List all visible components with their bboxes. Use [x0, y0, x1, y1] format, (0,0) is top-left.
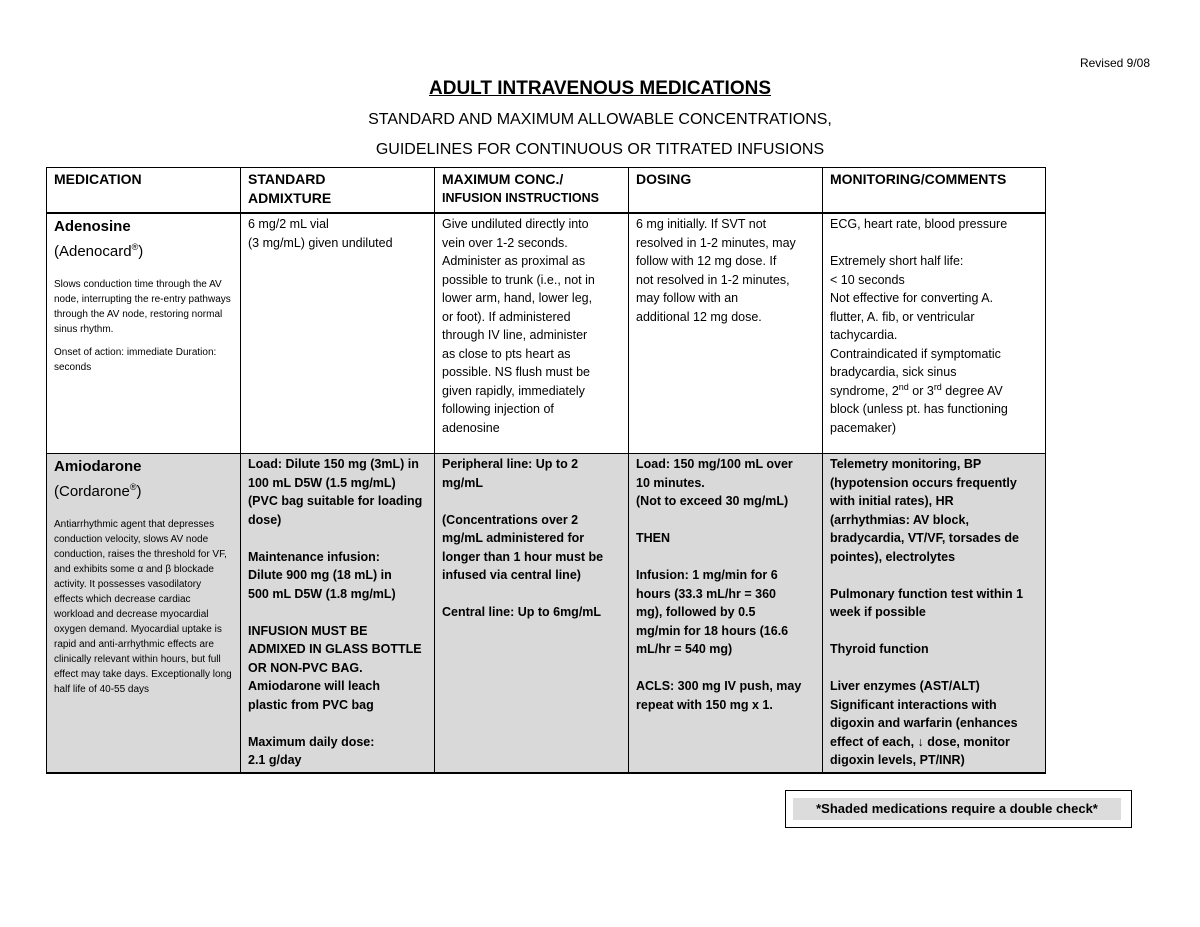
column-header-medication — [47, 168, 241, 214]
drug-description: Antiarrhythmic agent that depresses conduction velocity, slows AV node conduction, raises the threshold for VF, and exhibits some α and β blockade activity. It possesses vasodilatory effects which decrease cardiac workload and decrease myocardial oxygen demand. Myocardial uptake is rapid and anti-arrhythmic effects are clinically relevant within hours, but full effect may take days. Exceptionally long half life of 40-55 days — [54, 519, 232, 695]
max-concentration-cell: Give undiluted directly into vein over 1-2 seconds. Administer as proximal as possible to trunk (i.e., not in lower arm, hand, lower leg, or foot). If administered through IV line, administer as close to pts heart as possible. NS flush must be given rapidly, immediately following injection of adenosine — [435, 213, 629, 454]
drug-brand-name: (Adenocard®) — [54, 242, 144, 260]
max-concentration-cell: Peripheral line: Up to 2 mg/mL (Concentrations over 2 mg/mL administered for longer than 1 hour must be infused via central line) Central line: Up to 6mg/mL — [435, 454, 629, 773]
monitoring-cell: Telemetry monitoring, BP (hypotension occurs frequently with initial rates), HR (arrhythmias: AV block, bradycardia, VT/VF, torsades de pointes), electrolytes Pulmonary function test within 1 week if possible Thyroid function Liver enzymes (AST/ALT) Significant interactions with digoxin and warfarin (enhances effect of each, ↓ dose, monitor digoxin levels, PT/INR) — [823, 454, 1046, 773]
column-header-standard-admixture — [241, 168, 435, 214]
column-header-maximum-concentration — [435, 168, 629, 214]
drug-name: Adenosine — [54, 218, 131, 235]
drug-name: Amiodarone — [54, 458, 142, 475]
standard-admixture-cell: Load: Dilute 150 mg (3mL) in 100 mL D5W (1.5 mg/mL) (PVC bag suitable for loading dose) Maintenance infusion: Dilute 900 mg (18 mL) in 500 mL D5W (1.8 mg/mL) INFUSION MUST BE ADMIXED IN GLASS BOTTLE OR NON-PVC BAG. Amiodarone will leach plastic from PVC bag Maximum daily dose: 2.1 g/day — [241, 454, 435, 773]
medication-cell — [47, 213, 241, 454]
drug-brand-name: (Cordarone®) — [54, 482, 142, 500]
column-header-label: STANDARD — [248, 171, 326, 187]
table-row-amiodarone — [47, 454, 1046, 773]
column-header-monitoring — [823, 168, 1046, 214]
drug-description: Slows conduction time through the AV node, interrupting the re-entry pathways through the AV node, restoring normal sinus rhythm. Onset of action: immediate Duration: seconds — [54, 279, 231, 373]
page-subtitle-line-2: GUIDELINES FOR CONTINUOUS OR TITRATED INFUSIONS — [375, 141, 825, 158]
medication-cell — [47, 454, 241, 773]
standard-admixture-cell: 6 mg/2 mL vial (3 mg/mL) given undiluted — [241, 213, 435, 454]
dosing-cell: 6 mg initially. If SVT not resolved in 1-2 minutes, may follow with 12 mg dose. If not resolved in 1-2 minutes, may follow with an additional 12 mg dose. — [629, 213, 823, 454]
dosing-cell: Load: 150 mg/100 mL over 10 minutes. (Not to exceed 30 mg/mL) THEN Infusion: 1 mg/min for 6 hours (33.3 mL/hr = 360 mg), followed by 0.5 mg/min for 18 hours (16.6 mL/hr = 540 mg) ACLS: 300 mg IV push, may repeat with 150 mg x 1. — [629, 454, 823, 773]
column-header-dosing — [629, 168, 823, 214]
column-header-label: DOSING — [636, 171, 692, 187]
table-header-row — [47, 168, 1046, 214]
column-header-sublabel: INFUSION INSTRUCTIONS — [442, 191, 599, 205]
column-header-label: MAXIMUM CONC./ — [442, 171, 564, 187]
monitoring-cell: ECG, heart rate, blood pressure Extremely short half life: < 10 seconds Not effective for converting A. flutter, A. fib, or ventricular tachycardia. Contraindicated if symptomatic bradycardia, sick sinus syndrome, 2nd or 3rd degree AV block (unless pt. has functioning pacemaker) — [823, 213, 1046, 454]
revision-date: Revised 9/08 — [1079, 56, 1150, 70]
double-check-note-text: *Shaded medications require a double check* — [793, 798, 1121, 820]
column-header-label: MONITORING/COMMENTS — [830, 171, 1007, 187]
page-title: ADULT INTRAVENOUS MEDICATIONS — [429, 78, 771, 99]
table-row-adenosine — [47, 213, 1046, 454]
column-header-label: ADMIXTURE — [248, 190, 332, 206]
double-check-note — [785, 790, 1132, 828]
medications-table — [46, 167, 1046, 774]
page-subtitle-line-1: STANDARD AND MAXIMUM ALLOWABLE CONCENTRATIONS, — [368, 111, 832, 128]
column-header-label: MEDICATION — [54, 171, 142, 187]
